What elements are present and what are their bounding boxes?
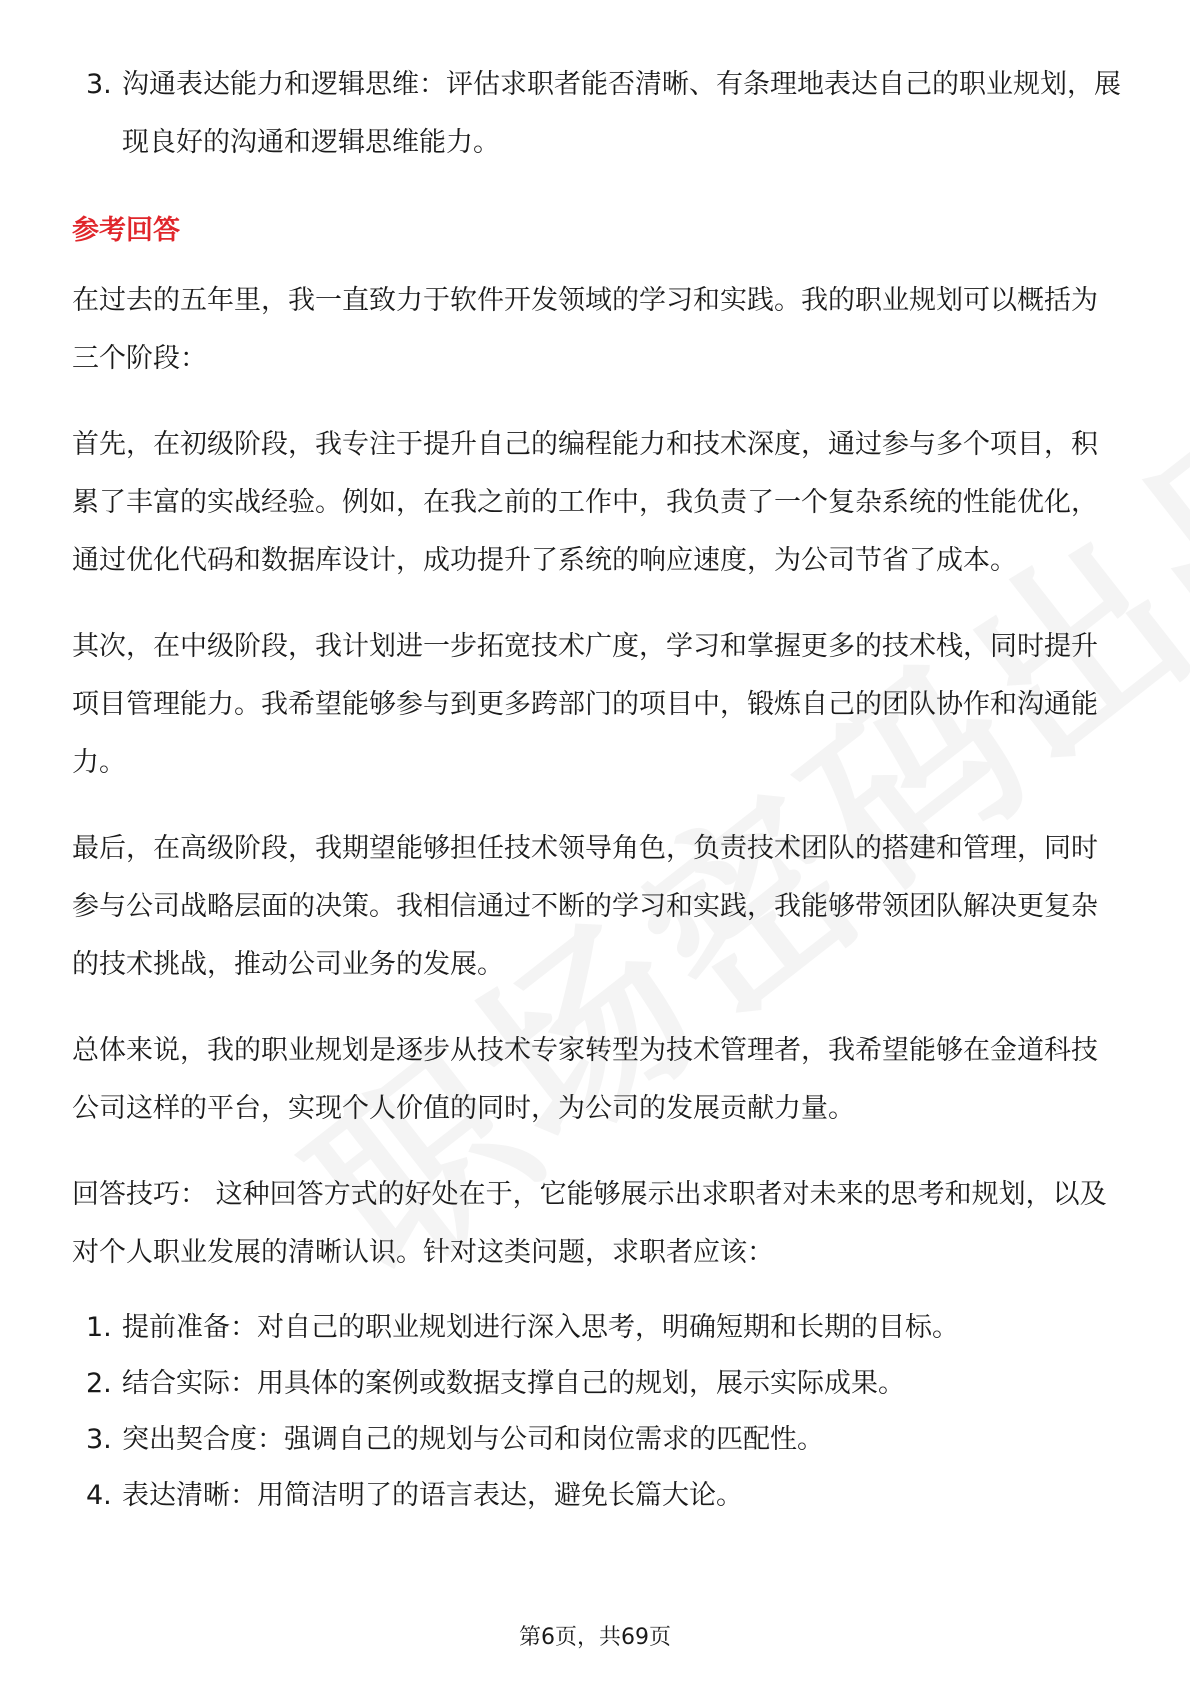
- list-item-number: 3.: [86, 1424, 112, 1455]
- section-heading: 参考回答: [72, 215, 180, 246]
- list-item-text: 沟通表达能力和逻辑思维：评估求职者能否清晰、有条理地表达自己的职业规划，展现良好的沟通和逻辑思维能力。: [122, 69, 1121, 158]
- list-item-number: 4.: [86, 1480, 112, 1511]
- paragraph: 总体来说，我的职业规划是逐步从技术专家转型为技术管理者，我希望能够在金道科技公司这样的平台，实现个人价值的同时，为公司的发展贡献力量。: [72, 1035, 1098, 1124]
- list-item-number: 1.: [86, 1312, 112, 1343]
- list-item: [72, 1412, 1122, 1468]
- list-item-text: 表达清晰：用简洁明了的语言表达，避免长篇大论。: [122, 1480, 743, 1511]
- list-item: [72, 1300, 1122, 1356]
- list-item: [72, 1468, 1122, 1524]
- page-number-footer: 第6页，共69页: [519, 1625, 671, 1650]
- list-item-number: 3.: [86, 69, 112, 100]
- list-item-text: 提前准备：对自己的职业规划进行深入思考，明确短期和长期的目标。: [122, 1312, 959, 1343]
- paragraph: 回答技巧： 这种回答方式的好处在于，它能够展示出求职者对未来的思考和规划，以及对个人职业发展的清晰认识。针对这类问题，求职者应该：: [72, 1179, 1107, 1268]
- paragraph: 其次，在中级阶段，我计划进一步拓宽技术广度，学习和掌握更多的技术栈，同时提升项目管理能力。我希望能够参与到更多跨部门的项目中，锻炼自己的团队协作和沟通能力。: [72, 631, 1098, 778]
- paragraph: 在过去的五年里，我一直致力于软件开发领域的学习和实践。我的职业规划可以概括为三个阶段：: [72, 285, 1098, 374]
- list-item: [72, 56, 1122, 172]
- paragraph: 首先，在初级阶段，我专注于提升自己的编程能力和技术深度，通过参与多个项目，积累了丰富的实战经验。例如，在我之前的工作中，我负责了一个复杂系统的性能优化，通过优化代码和数据库设计，成功提升了系统的响应速度，为公司节省了成本。: [72, 429, 1098, 576]
- list-item-text: 突出契合度：强调自己的规划与公司和岗位需求的匹配性。: [122, 1424, 824, 1455]
- tips-list: [72, 1300, 1122, 1524]
- page-content: [72, 56, 1122, 1524]
- list-item-text: 结合实际：用具体的案例或数据支撑自己的规划，展示实际成果。: [122, 1368, 905, 1399]
- list-item: [72, 1356, 1122, 1412]
- paragraph: 最后，在高级阶段，我期望能够担任技术领导角色，负责技术团队的搭建和管理，同时参与公司战略层面的决策。我相信通过不断的学习和实践，我能够带领团队解决更复杂的技术挑战，推动公司业务的发展。: [72, 833, 1098, 980]
- list-item-number: 2.: [86, 1368, 112, 1399]
